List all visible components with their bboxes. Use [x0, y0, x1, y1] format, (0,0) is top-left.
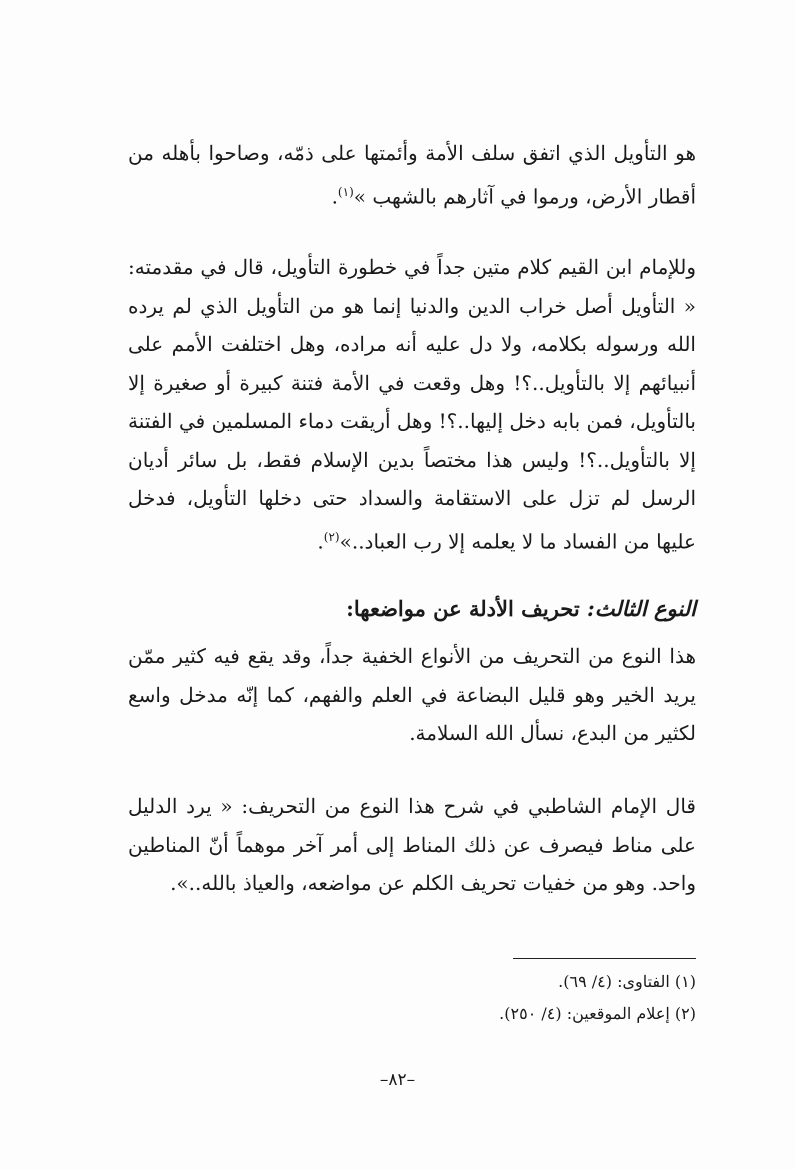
section-heading: [128, 590, 696, 628]
paragraph-1-end: .: [331, 184, 338, 209]
section-heading-label: النوع الثالث:: [587, 596, 696, 621]
footnote-divider: [513, 958, 696, 959]
paragraph-3: هذا النوع من التحريف من الأنواع الخفية جداً، وقد يقع فيه كثير ممّن يريد الخير وهو قليل البضاعة في العلم والفهم، كما إنّه مدخل واسع لكثير من البدع، نسأل الله السلامة.: [128, 644, 696, 745]
paragraph-2-text: وللإمام ابن القيم كلام متين جداً في خطورة التأويل، قال في مقدمته: « التأويل أصل خراب الدين والدنيا إنما هو من التأويل الذي لم يرده الله ورسوله بكلامه، ولا دل عليه أنه مراده، وهل اختلفت الأمم على أنبيائهم إلا بالتأويل..؟! وهل وقعت في الأمة فتنة كبيرة أو صغيرة إلا بالتأويل، فمن بابه دخل إليها..؟! وهل أريقت دماء المسلمين في الفتنة إلا بالتأويل..؟! وليس هذا مختصاً بدين الإسلام فقط، بل سائر أديان الرسل لم تزل على الاستقامة والسداد حتى دخلها التأويل، فدخل عليها من الفساد ما لا يعلمه إلا رب العباد..»: [128, 255, 696, 554]
paragraph-2: [128, 248, 696, 561]
footnote-1: (١) الفتاوى: (٤/ ٦٩).: [558, 972, 696, 991]
paragraph-4: قال الإمام الشاطبي في شرح هذا النوع من التحريف: « يرد الدليل على مناط فيصرف عن ذلك المناط إلى أمر آخر موهماً أنّ المناطين واحد. وهو من خفيات تحريف الكلم عن مواضعه، والعياذ بالله..».: [128, 794, 696, 895]
footnote-ref-1: (١): [337, 184, 354, 199]
page-number: –٨٢–: [379, 1070, 416, 1090]
footnote-ref-2: (٢): [323, 529, 340, 544]
footnotes: [128, 966, 696, 1030]
section-heading-text: تحريف الأدلة عن مواضعها:: [346, 596, 587, 621]
paragraph-1-text: هو التأويل الذي اتفق سلف الأمة وأئمتها على ذمّه، وصاحوا بأهله من أقطار الأرض، ورموا في آثارهم بالشهب »: [128, 141, 696, 209]
paragraph-1: [128, 134, 696, 216]
footnote-2: (٢) إعلام الموقعين: (٤/ ٢٥٠).: [499, 1004, 696, 1023]
paragraph-2-end: .: [317, 529, 324, 554]
